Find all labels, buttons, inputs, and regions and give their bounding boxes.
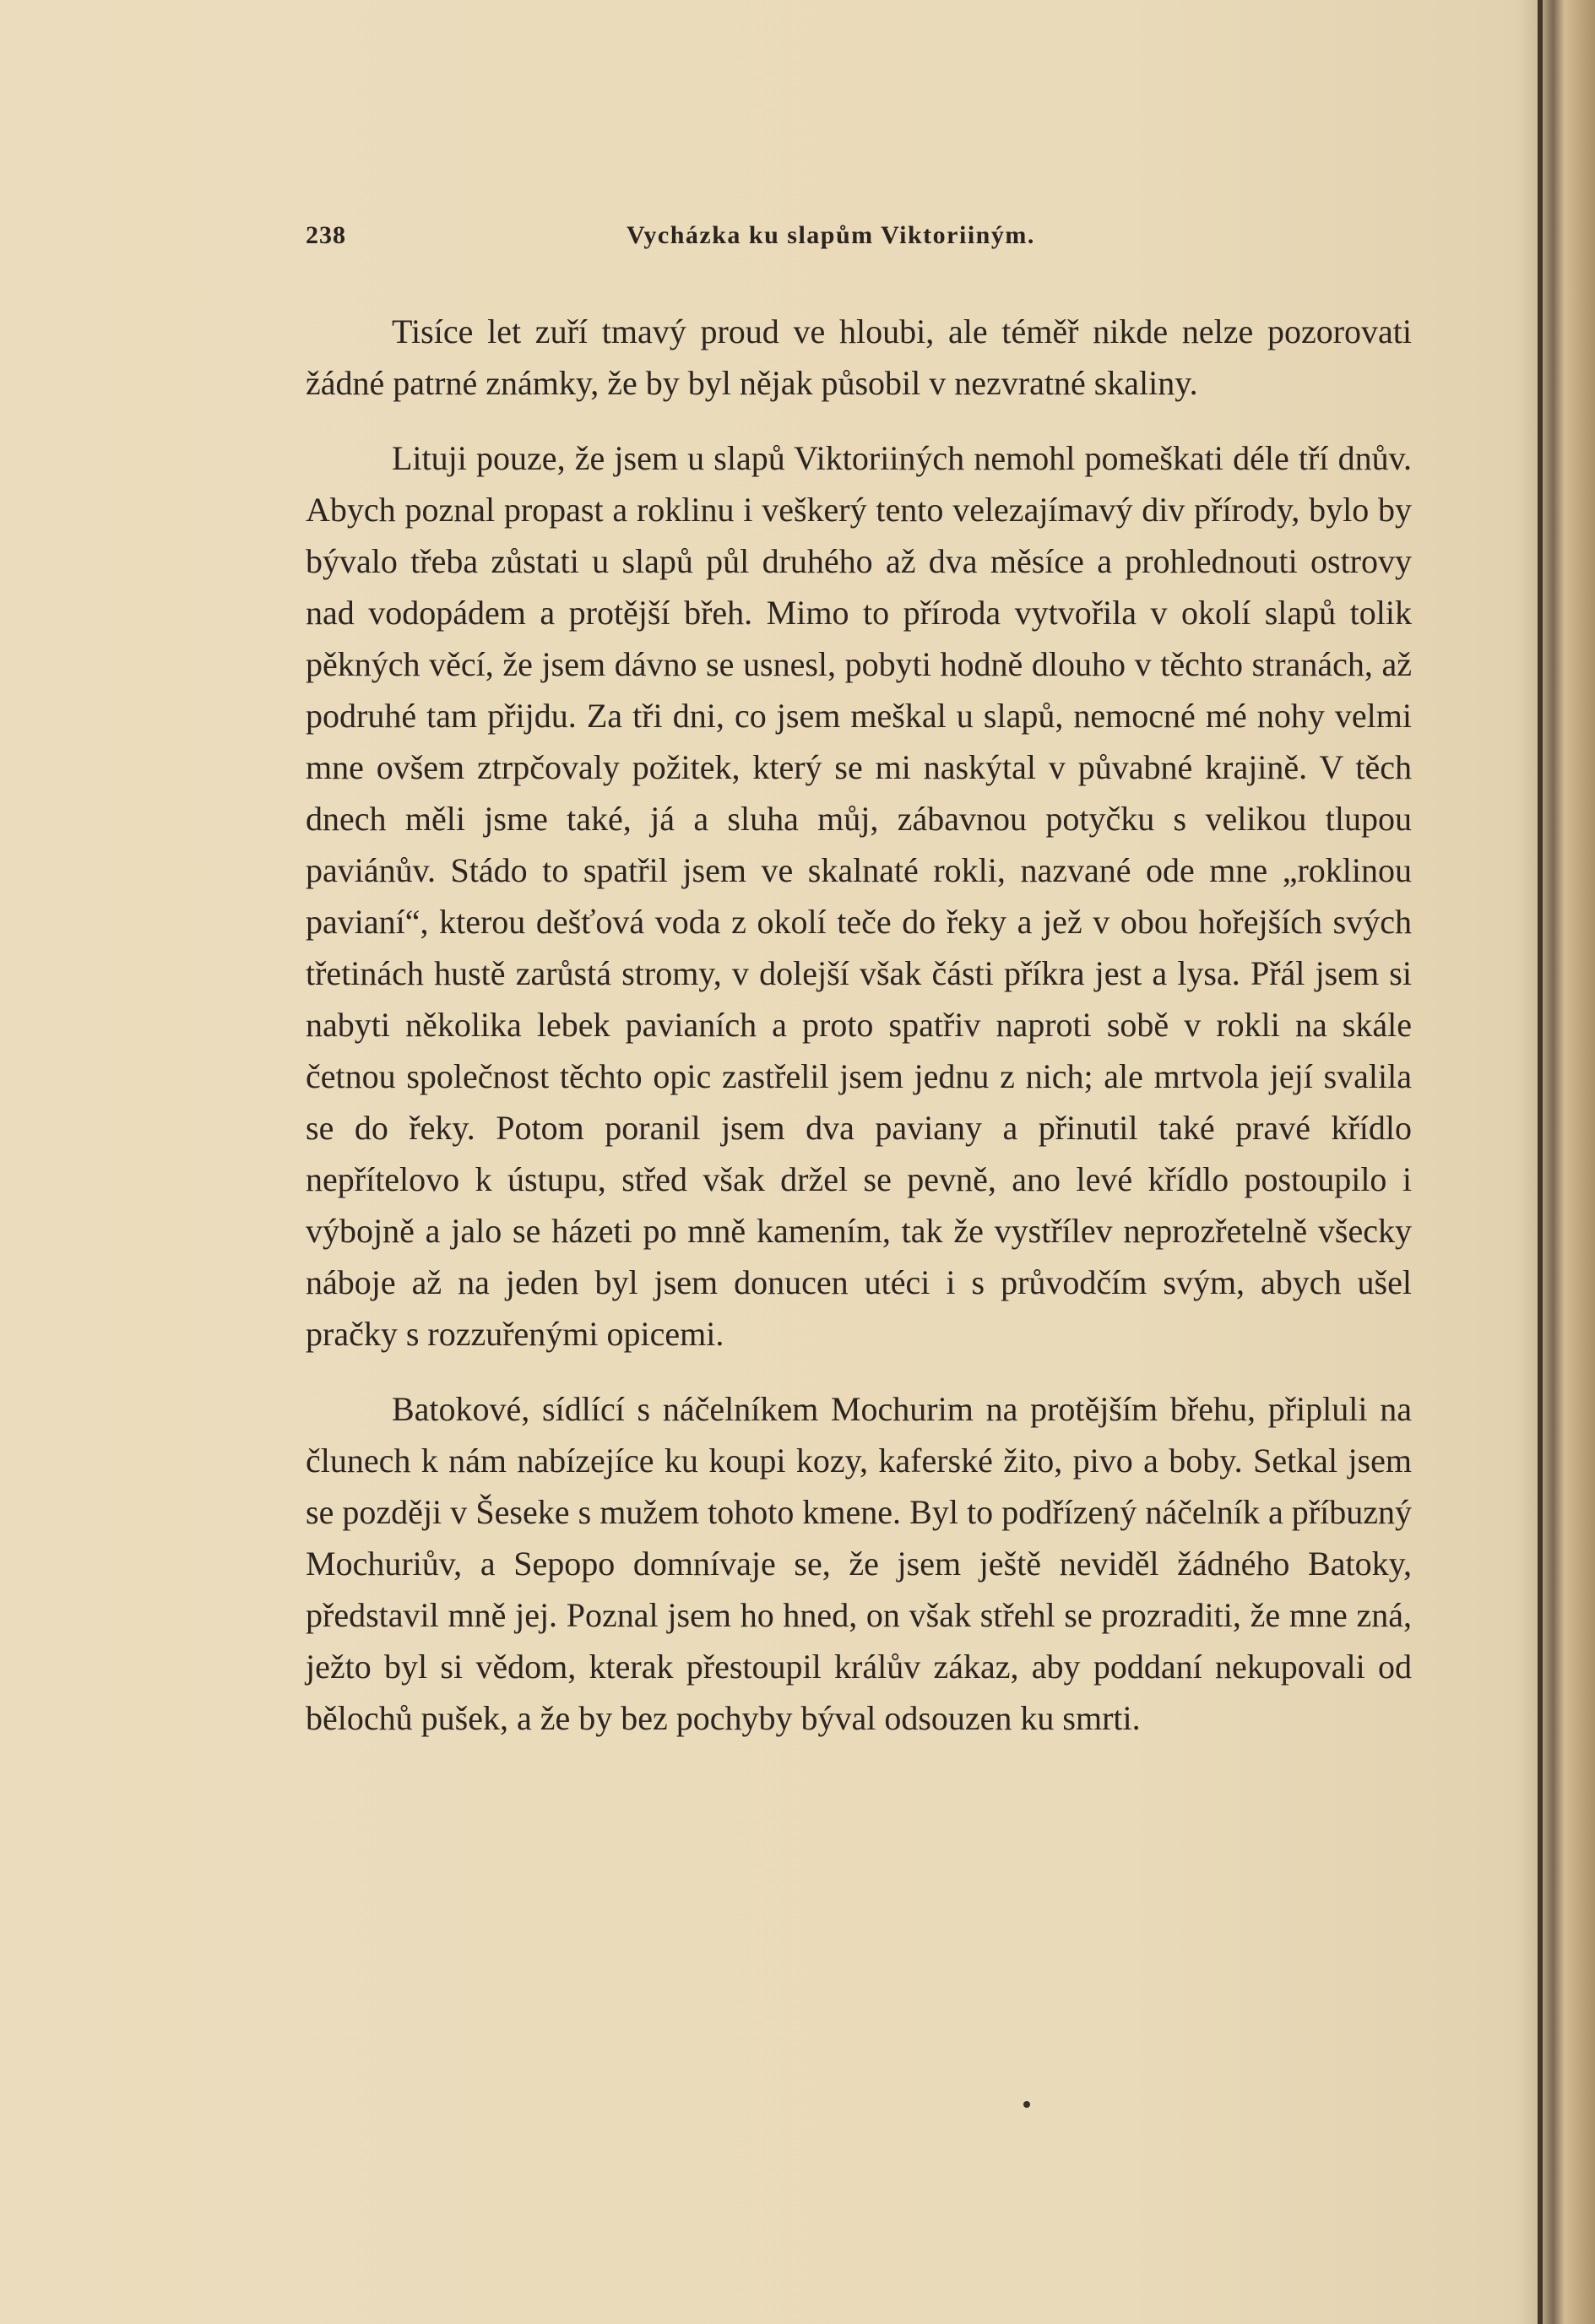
ink-speck [1023,2101,1030,2108]
paragraph-3: Batokové, sídlící s náčelníkem Mochurim na protějším břehu, připluli na člunech k nám nabízejíce ku koupi kozy, kaferské žito, pivo a boby. Setkal jsem se později v Šeseke s mužem tohoto kmene. Byl to podřízený náčelník a příbuzný Mochuriův, a Sepopo domnívaje se, že jsem ještě neviděl žádného Batoky, představil mně jej. Poznal jsem ho hned, on však střehl se prozraditi, že mne zná, ježto byl si vědom, kterak přestoupil králův zákaz, aby poddaní nekupovali od bělochů pušek, a že by bez pochyby býval odsouzen ku smrti. [306,1390,1412,1737]
binding-shadow [1519,0,1595,2324]
paragraph-2: Lituji pouze, že jsem u slapů Viktoriiných nemohl pomeškati déle tří dnův. Abych poznal propast a roklinu i veškerý tento velezajímavý div přírody, bylo by bývalo třeba zůstati u slapů půl druhého až dva měsíce a prohlednouti ostrovy nad vodopádem a protější břeh. Mimo to příroda vytvořila v okolí slapů tolik pěkných věcí, že jsem dávno se usnesl, pobyti hodně dlouho v těchto stranách, až podruhé tam přijdu. Za tři dni, co jsem meškal u slapů, nemocné mé nohy velmi mne ovšem ztrpčovaly požitek, který se mi naskýtal v půvabné krajině. V těch dnech měli jsme také, já a sluha můj, zábavnou potyčku s velikou tlupou paviánův. Stádo to spatřil jsem ve skalnaté rokli, nazvané ode mne „roklinou pavianí“, kterou dešťová voda z okolí teče do řeky a jež v obou hořejších svých třetinách hustě zarůstá stromy, v dolejší však části příkra jest a lysa. Přál jsem si nabyti několika lebek pavianích a proto spatřiv naproti sobě v rokli na skále četnou společnost těchto opic zastřelil jsem jednu z nich; ale mrtvola její svalila se do řeky. Potom poranil jsem dva paviany a přinutil také pravé křídlo nepřítelovo k ústupu, střed však držel se pevně, ano levé křídlo postoupilo i výbojně a jalo se házeti po mně kamením, tak že vystřílev neprozřetelně všecky náboje až na jeden byl jsem donucen utéci i s průvodčím svým, abych ušel pračky s rozzuřenými opicemi. [306,439,1412,1353]
body-text [306,306,1412,1744]
paragraph-1: Tisíce let zuří tmavý proud ve hloubi, ale téměř nikde nelze pozorovati žádné patrné známky, že by byl nějak působil v nezvratné skaliny. [306,312,1412,402]
page-header [306,221,1412,255]
running-title: Vycházka ku slapům Viktoriiným. [627,221,1035,249]
binding-edge [1538,0,1543,2324]
page-number: 238 [306,221,346,249]
